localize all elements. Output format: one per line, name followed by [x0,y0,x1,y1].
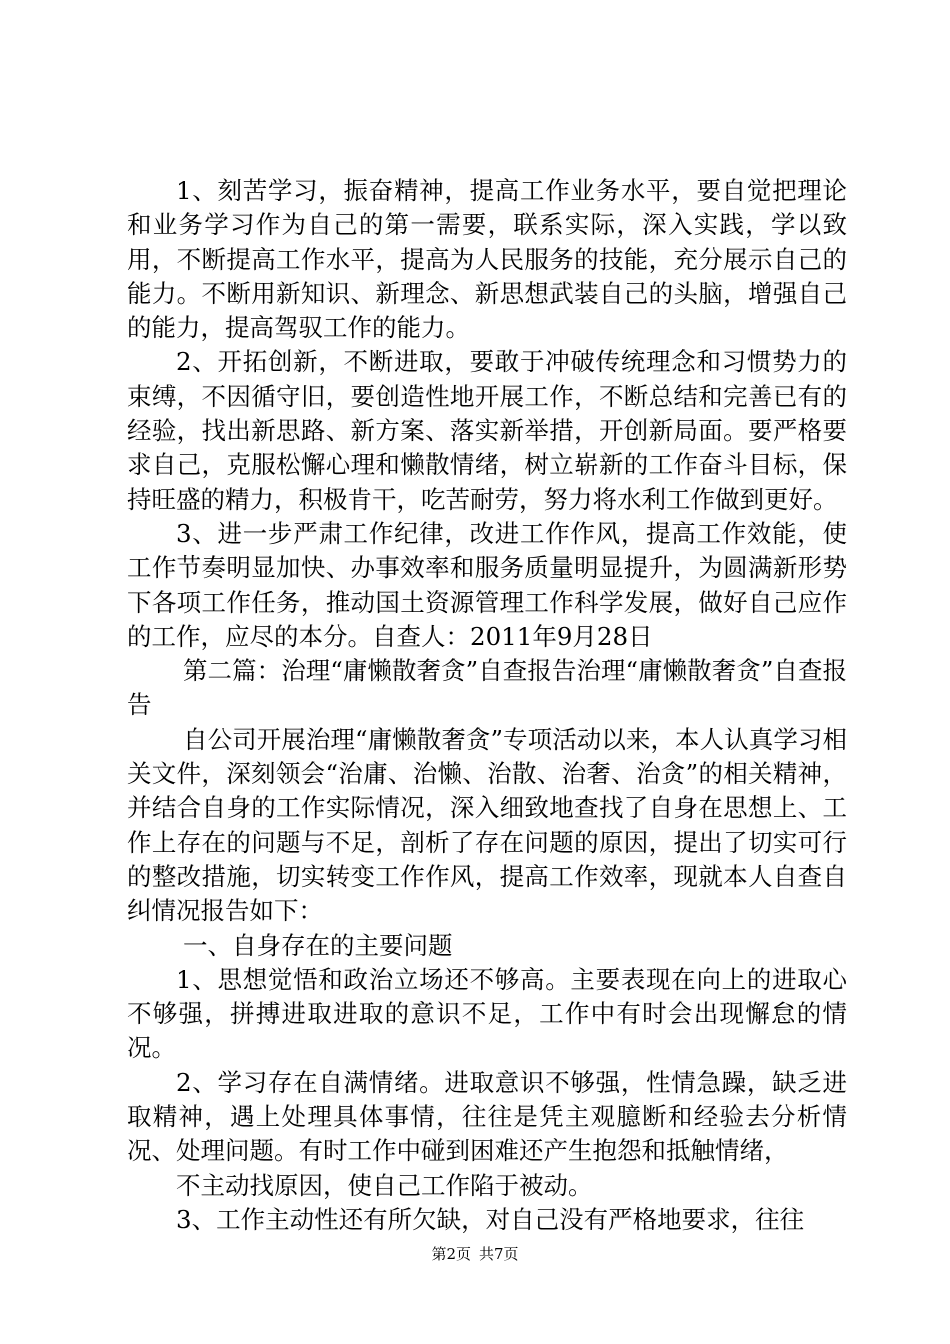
page-footer [0,1245,950,1263]
page-number: 第2页 [431,1245,471,1263]
paragraph-innovation: 2、开拓创新，不断进取，要敢于冲破传统理念和习惯势力的束缚，不因循守旧，要创造性地开展工作，不断总结和完善已有的经验，找出新思路、新方案、落实新举措，开创新局面。要严格要求自己，克服松懈心理和懒散情绪，树立崭新的工作奋斗目标，保持旺盛的精力，积极肯干，吃苦耐劳，努力将水利工作做到更好。 [127,347,847,514]
paragraph-problem-2-continued: 不主动找原因，使自己工作陷于被动。 [176,1170,593,1200]
heading-main-problems: 一、自身存在的主要问题 [183,930,453,960]
document-body [127,174,847,1237]
paragraph-study: 1、刻苦学习，振奋精神，提高工作业务水平，要自觉把理论和业务学习作为自己的第一需要，联系实际，深入实践，学以致用，不断提高工作水平，提高为人民服务的技能，充分展示自己的能力。不断用新知识、新理念、新思想武装自己的头脑，增强自己的能力，提高驾驭工作的能力。 [127,176,847,343]
page-total: 共7页 [479,1245,519,1263]
paragraph-problem-3: 3、工作主动性还有所欠缺，对自己没有严格地要求，往往 [176,1204,805,1234]
section-title-second-article: 第二篇：治理“庸懒散奢贪”自查报告治理“庸懒散奢贪”自查报告 [127,656,847,720]
paragraph-discipline: 3、进一步严肃工作纪律，改进工作作风，提高工作效能，使工作节奏明显加快、办事效率和服务质量明显提升，为圆满新形势下各项工作任务，推动国土资源管理工作科学发展，做好自己应作的工作，应尽的本分。自查人：2011年9月28日 [127,518,847,651]
paragraph-problem-1: 1、思想觉悟和政治立场还不够高。主要表现在向上的进取心不够强，拼搏进取进取的意识不足，工作中有时会出现懈怠的情况。 [127,964,847,1063]
paragraph-intro: 自公司开展治理“庸懒散奢贪”专项活动以来，本人认真学习相关文件，深刻领会“治庸、治懒、治散、治奢、治贪”的相关精神，并结合自身的工作实际情况，深入细致地查找了自身在思想上、工作上存在的问题与不足，剖析了存在问题的原因，提出了切实可行的整改措施，切实转变工作作风，提高工作效率，现就本人自查自纠情况报告如下： [127,724,847,926]
paragraph-problem-2: 2、学习存在自满情绪。进取意识不够强，性情急躁，缺乏进取精神，遇上处理具体事情，往往是凭主观臆断和经验去分析情况、处理问题。有时工作中碰到困难还产生抱怨和抵触情绪， [127,1067,847,1166]
